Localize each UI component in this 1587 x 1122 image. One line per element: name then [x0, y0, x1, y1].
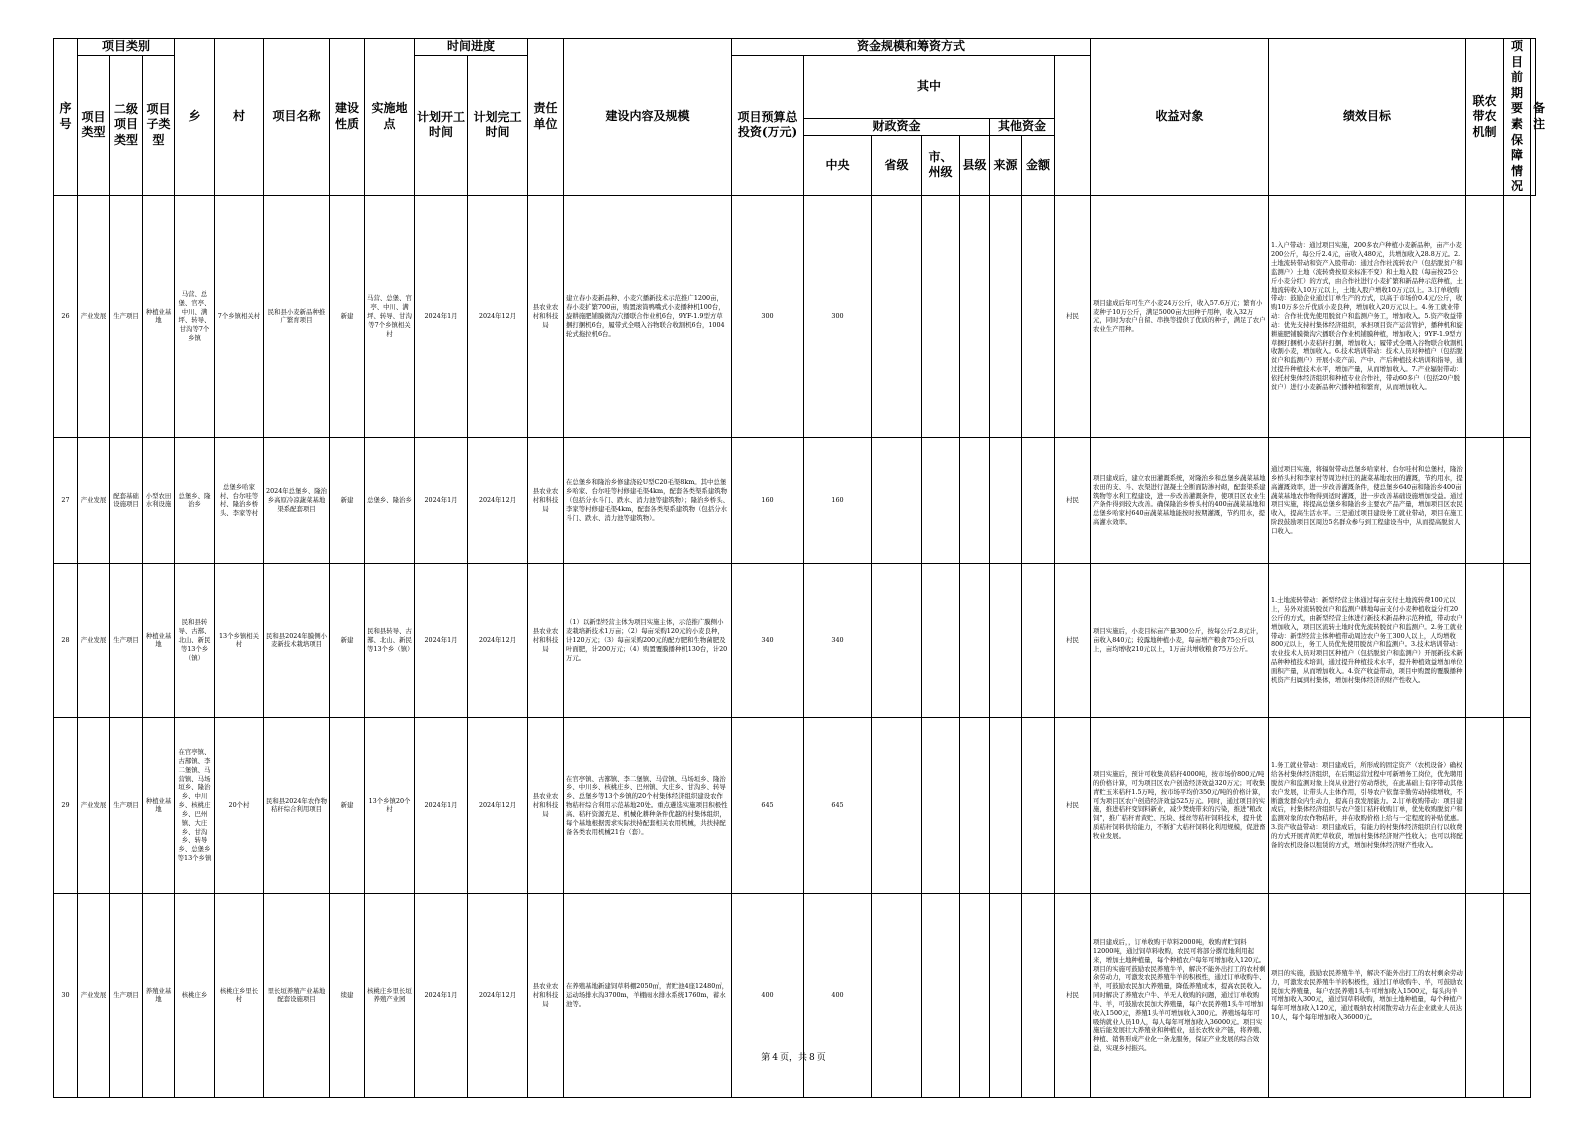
cell-sub: 种植业基地: [143, 717, 175, 893]
table-row: [54, 195, 1536, 437]
cell-sub: 小型农田水利设施: [143, 437, 175, 563]
header-sub-type: 项目子类型: [143, 55, 175, 195]
table-row: [54, 437, 1536, 563]
header-of-which: 其中: [804, 55, 1055, 119]
cell-location: 总堡乡、隆治乡: [365, 437, 415, 563]
cell-start: 2024年1月: [415, 437, 468, 563]
cell-nature: 新建: [330, 437, 365, 563]
cell-amount: [1022, 563, 1055, 717]
total-pages: 8: [809, 1053, 815, 1063]
cell-start: 2024年1月: [415, 563, 468, 717]
cell-central: 300: [804, 195, 872, 437]
cell-type: 产业发展: [78, 195, 110, 437]
cell-total: 300: [732, 195, 804, 437]
cell-content: 建立春小麦新品种、小麦穴播新技术示范推广1200亩，春小麦扩繁700亩，购置滚筒鸭嘴式小麦播种机100台，旋耕施肥铺膜微沟穴播联合作业机6台，9YF-1.9型方草捆打捆机6台，履带式全喂入谷物联合收割机6台，1004轮式拖拉机6台。: [564, 195, 732, 437]
cell-end: 2024年12月: [468, 893, 528, 1097]
table-header: [54, 39, 1546, 196]
table-row: [54, 563, 1536, 717]
cell-unit: 县农业农村和科技局: [528, 563, 564, 717]
cell-county: [960, 437, 990, 563]
cell-location: 马营、总堡、官亭、中川、满坪、转导、甘沟等7个乡镇相关村: [365, 195, 415, 437]
cell-content: 在养殖基地新建饲草料棚2050㎡，青贮池4座12480㎡，运动场排水沟3700m，羊棚雨水排水系统1760m，蓄水池等。: [564, 893, 732, 1097]
cell-source: [990, 717, 1022, 893]
header-county: 县级: [960, 135, 990, 195]
header-total-invest: 项目预算总投资(万元): [732, 55, 804, 195]
cell-performance: 项目建成后年可生产小麦24万公斤，收入57.6万元；繁育小麦种子10万公斤，满足5000亩大田种子用种，收入32万元，同时为农户自留、串换等提供了优质的种子，满足了农户农业生产用种。: [1091, 195, 1269, 437]
header-linkage: 联农带农机制: [1466, 39, 1504, 196]
cell-sub: 种植业基地: [143, 195, 175, 437]
cell-unit: 县农业农村和科技局: [528, 195, 564, 437]
header-seq: 序号: [54, 39, 78, 196]
cell-provincial: [872, 437, 922, 563]
cell-prelim: [1466, 195, 1504, 437]
cell-township: 总堡乡、隆治乡: [175, 437, 215, 563]
cell-source: [990, 437, 1022, 563]
cell-village: 13个乡镇相关村: [215, 563, 264, 717]
cell-county: [960, 195, 990, 437]
header-project-type: 项目类型: [78, 55, 110, 195]
header-provincial: 省级: [872, 135, 922, 195]
table-row: [54, 717, 1536, 893]
cell-start: 2024年1月: [415, 893, 468, 1097]
cell-village: 核桃庄乡里长村: [215, 893, 264, 1097]
cell-performance: 项目建成后，建立农田灌溉系统，对隆治乡和总堡乡蔬菜基地农田的支、斗、农渠进行混凝土全断面防渗衬砌，配套渠系建筑物等水利工程建设，进一步改善灌溉条件，使项目区农业生产条件得到较大改善。确保隆治乡桥头村的400亩蔬菜基地和总堡乡哈家村640亩蔬菜基地能按时按期灌溉，节约用水，提高灌水效率。: [1091, 437, 1269, 563]
cell-level2: 生产项目: [110, 195, 143, 437]
cell-central: 340: [804, 563, 872, 717]
cell-nature: 新建: [330, 195, 365, 437]
cell-remark: [1504, 563, 1531, 717]
cell-performance: 项目实施后，小麦目标亩产量300公斤，按每公斤2.8元计，亩收入840元；较露地种植小麦，每亩增产粮食75公斤以上，亩均增收210元以上，1万亩共增收粮食75万公斤。: [1091, 563, 1269, 717]
cell-performance: 项目建成后，，订单收购干草料2000吨，收购青贮饲料12000吨，通过饲草料收购，农民可将部分撂荒地利用起来，增加土地种植量，每个种植农户每年可增加收入120元。项目的实施可鼓励农民养殖牛羊，解决不能外出打工的农村剩余劳动力，可激发农民养殖牛羊的积极性，通过订单收购牛、羊，可鼓励农民加大养殖量，降低养殖成本，提高农民收入。同时解决了养殖农户牛、羊无人收购的问题，通过订单收购牛、羊，可鼓励农民加大养殖量，每户农民养殖1头牛可增加收入1500元，养殖1头羊可增加收入300元。养殖场每年可吸纳就业人员10人，每人每年可增加收入36000元。项目实施后能发展壮大养殖业和种植业，延长农牧业产链，将养殖、种植、销售形成产业化一条龙服务，保证产业发展的综合效益，实现乡村振兴。: [1091, 893, 1269, 1097]
cell-name: 民和县2024年农作物秸秆综合利用项目: [264, 717, 330, 893]
cell-county: [960, 563, 990, 717]
cell-amount: [1022, 195, 1055, 437]
cell-beneficiary: 村民: [1055, 893, 1091, 1097]
cell-level2: 生产项目: [110, 893, 143, 1097]
cell-type: 产业发展: [78, 893, 110, 1097]
cell-nature: 新建: [330, 563, 365, 717]
header-location: 实施地点: [365, 39, 415, 196]
cell-seq: 26: [54, 195, 78, 437]
cell-source: [990, 563, 1022, 717]
cell-level2: 配套基础设施项目: [110, 437, 143, 563]
cell-central: 400: [804, 893, 872, 1097]
project-table: [53, 38, 1546, 1098]
header-central: 中央: [804, 135, 872, 195]
header-beneficiary: 收益对象: [1091, 39, 1269, 196]
cell-sub: 养殖业基地: [143, 893, 175, 1097]
cell-remark: [1504, 893, 1531, 1097]
cell-name: 民和县小麦新品种推广繁育项目: [264, 195, 330, 437]
header-category-group: 项目类别: [78, 39, 175, 56]
cell-prelim: [1466, 563, 1504, 717]
cell-county: [960, 893, 990, 1097]
cell-municipal: [922, 893, 960, 1097]
header-plan-start: 计划开工时间: [415, 55, 468, 195]
header-prelim: 项目前期要素保障情况: [1504, 39, 1531, 196]
cell-nature: 新建: [330, 717, 365, 893]
header-level2-type: 二级项目类型: [110, 55, 143, 195]
cell-location: 核桃庄乡里长垣养殖产业园: [365, 893, 415, 1097]
cell-village: 7个乡镇相关村: [215, 195, 264, 437]
header-municipal: 市、州级: [922, 135, 960, 195]
cell-type: 产业发展: [78, 563, 110, 717]
cell-source: [990, 195, 1022, 437]
cell-township: 核桃庄乡: [175, 893, 215, 1097]
cell-type: 产业发展: [78, 717, 110, 893]
cell-location: 民和县转导、古鄯、北山、新民等13个乡（镇）: [365, 563, 415, 717]
header-build-nature: 建设性质: [330, 39, 365, 196]
cell-end: 2024年12月: [468, 563, 528, 717]
cell-amount: [1022, 437, 1055, 563]
cell-municipal: [922, 195, 960, 437]
footer-label-3: 页: [816, 1053, 826, 1063]
page-footer: [0, 1050, 1587, 1063]
header-performance: 绩效目标: [1269, 39, 1466, 196]
cell-beneficiary: 村民: [1055, 437, 1091, 563]
footer-label-1: 第: [761, 1053, 771, 1063]
cell-unit: 县农业农村和科技局: [528, 437, 564, 563]
cell-municipal: [922, 437, 960, 563]
cell-name: 2024年总堡乡、隆治乡高原冷凉蔬菜基地渠系配套项目: [264, 437, 330, 563]
cell-end: 2024年12月: [468, 195, 528, 437]
cell-total: 645: [732, 717, 804, 893]
header-other-group: 其他资金: [990, 119, 1055, 136]
cell-prelim: [1466, 893, 1504, 1097]
cell-end: 2024年12月: [468, 437, 528, 563]
cell-village: 总堡乡哈家村、台尔哇等村、隆治乡桥头、李家等村: [215, 437, 264, 563]
header-content: 建设内容及规模: [564, 39, 732, 196]
cell-remark: [1504, 195, 1531, 437]
cell-location: 13个乡镇20个村: [365, 717, 415, 893]
cell-linkage: 1.土地流转带动：新型经营主体通过每亩支付土地流转费100元以上，另外对流转脱贫户和监测户耕地每亩支付小麦种植收益分红20公斤的方式，由新型经营主体进行新技术新品种示范种植，带动农户增加收入，项目区流转土地时优先流转脱贫户和监测户。2.务工就业带动：新型经营主体种植带动周边农户务工300人以上，人均增收800元以上，务工人员优先使用脱贫户和监测户。3.技术培训带动：农业技术人员对项目区种植户（包括脱贫户和监测户）开展新技术新品种种植技术培训，通过提升种植技术水平，提升种植效益增加单位面积产量，从而增加收入。4.资产收益带动，项目中购置的覆膜播种机资产归属到村集体，增加村集体经济的财产性收入。: [1269, 563, 1466, 717]
cell-prelim: [1466, 717, 1504, 893]
cell-prelim: [1466, 437, 1504, 563]
cell-linkage: 1.务工就业带动：项目建成后，所形成的固定资产（农机设备）确权给各村集体经济组织，在后期运营过程中可新增务工岗位，优先聘用脱贫户和监测对象上岗从业进行劳动帮扶，在此基础上有序带动其他农户发展，让带头人主体作用，引导农户依靠辛勤劳动持续增收，不断激发群众内生动力，提高自我发展能力。2.订单收购带动：项目建成后，村集体经济组织与农户签订秸秆收购订单，优先收购脱贫户和监测对象的农作物秸秆，并在收购价格上给与一定程度的补贴优惠。3.资产收益带动：项目建成后，有能力的村集体经济组织自行以收费的方式开展青黄贮草收获，增加村集体经济财产性收入；也可以将配备的农机设备以租赁的方式，增加村集体经济财产性收入。: [1269, 717, 1466, 893]
header-responsible: 责任单位: [528, 39, 564, 196]
cell-county: [960, 717, 990, 893]
cell-township: 马营、总堡、官亭、中川、满坪、转导、甘沟等7个乡镇: [175, 195, 215, 437]
cell-township: 民和县转导、古鄯、北山、新民等13个乡（镇）: [175, 563, 215, 717]
cell-level2: 生产项目: [110, 717, 143, 893]
header-township: 乡: [175, 39, 215, 196]
header-plan-end: 计划完工时间: [468, 55, 528, 195]
cell-name: 里长垣养殖产业基地配套设施项目: [264, 893, 330, 1097]
header-source: 来源: [990, 135, 1022, 195]
cell-beneficiary: 村民: [1055, 563, 1091, 717]
cell-total: 160: [732, 437, 804, 563]
cell-provincial: [872, 195, 922, 437]
cell-remark: [1504, 717, 1531, 893]
cell-level2: 生产项目: [110, 563, 143, 717]
cell-linkage: 通过项目实施，将辐射带动总堡乡哈家村、台尔哇村和总堡村，隆治乡桥头村和李家村等周边村庄的蔬菜基地农田的灌溉，节约用水，提高灌溉效率，进一步改善灌溉条件，使总堡乡640亩和隆治乡400亩蔬菜基地农作物得到适时灌溉，进一步改善基础设施增加受益。通过项目实施，将提高总堡乡和隆治乡主要农产品产量，增加项目区农民收入，提高生活水平。三是通过项目建设务工就业带动，项目在施工阶段鼓励项目区周边5名群众参与到工程建设当中，从而提高脱贫人口收入。: [1269, 437, 1466, 563]
table-row: [54, 893, 1536, 1097]
cell-start: 2024年1月: [415, 195, 468, 437]
cell-performance: 项目实施后，预计可收集黄秸秆4000吨，按市场价800元/吨的价格计算，可为项目区农户创造经济效益320万元；可收集青贮玉米秸秆1.5万吨，按市场平均价350元/吨的价格计算，可为项目区农户创造经济效益525万元。同时，通过项目的实施，推进秸秆变饲料新业，减少焚烧带来的污染，推进"粮改饲"，推广秸秆青黄贮、压块、揉丝等秸秆饲料技术，提升优质秸秆饲料供给能力，不断扩大秸秆饲料化利用规模，促进畜牧业发展。: [1091, 717, 1269, 893]
cell-municipal: [922, 563, 960, 717]
cell-township: 在官亭镇、古鄯镇、李二堡镇、马营镇、马场垣乡、隆治乡、中川乡、核桃庄乡、巴州镇、大庄乡、甘沟乡、转导乡、总堡乡等13个乡镇: [175, 717, 215, 893]
cell-provincial: [872, 893, 922, 1097]
cell-seq: 27: [54, 437, 78, 563]
cell-unit: 县农业农村和科技局: [528, 717, 564, 893]
cell-provincial: [872, 563, 922, 717]
header-project-name: 项目名称: [264, 39, 330, 196]
header-fiscal-group: 财政资金: [804, 119, 990, 136]
cell-total: 400: [732, 893, 804, 1097]
cell-content: 在总堡乡和隆治乡修建浇砼U型C20毛渠8km。其中总堡乡哈家、台尔哇等村修建毛渠4km，配套各类渠系建筑物（包括分水斗门、跌水、消力池等建筑物）；隆治乡桥头、李家等村修建毛渠4km，配套各类渠系建筑物（包括分水斗门、跌水、消力池等建筑物）。: [564, 437, 732, 563]
cell-start: 2024年1月: [415, 717, 468, 893]
cell-central: 160: [804, 437, 872, 563]
cell-provincial: [872, 717, 922, 893]
cell-total: 340: [732, 563, 804, 717]
cell-seq: 28: [54, 563, 78, 717]
header-village: 村: [215, 39, 264, 196]
cell-remark: [1504, 437, 1531, 563]
cell-amount: [1022, 893, 1055, 1097]
cell-beneficiary: 村民: [1055, 195, 1091, 437]
footer-label-2: 页，共: [779, 1053, 807, 1063]
cell-beneficiary: 村民: [1055, 717, 1091, 893]
header-amount: 金额: [1022, 135, 1055, 195]
cell-linkage: 1.入户带动：通过项目实施，200多农户种植小麦新品种，亩产小麦200公斤，每公斤2.4元，亩收入480元，共增加收入28.8万元。2.土地流转带动和资产入股带动：通过合作社流转农户（包括脱贫户和监测户）土地（流转费按原来标准不变）和土地入股（每亩按25公斤小麦分红）的方式，由合作社进行小麦扩繁和新品种示范种植，土地流转收入10万元以上，土地入股户增收10万元以上。3.订单收购带动：鼓励企业通过订单生产的方式，以高于市场价0.4元/公斤，收购10万多公斤优质小麦良种，增加收入20万元以上。4.务工就业带动：合作社优先使用脱贫户和监测户务工，增加收入。5.资产收益带动：优先支持村集体经济组织，承担项目资产运营管护，播种机和旋耕施肥铺膜微沟穴播联合作业机铺膜种植，增加收入；9YF-1.9型方草捆打捆机小麦秸秆打捆，增加收入；履带式全喂入谷物联合收割机收割小麦，增加收入。6.技术培训带动：技术人员对种植户（包括脱贫户和监测户）开展小麦产前、产中、产后种植技术培训和指导，通过提升种植技术水平，增加产量，从而增加收入。7.产业辐射带动：依托村集体经济组织和种植专业合作社，带动60多户（包括20户脱贫户）进行小麦新品种穴播种植和繁育，从而增加收入。: [1269, 195, 1466, 437]
cell-nature: 续建: [330, 893, 365, 1097]
cell-municipal: [922, 717, 960, 893]
cell-seq: 30: [54, 893, 78, 1097]
header-funding-group: 资金规模和筹资方式: [732, 39, 1091, 56]
cell-amount: [1022, 717, 1055, 893]
cell-village: 20个村: [215, 717, 264, 893]
page-number: 4: [772, 1053, 778, 1063]
cell-end: 2024年12月: [468, 717, 528, 893]
cell-name: 民和县2024年膜侧小麦新技术栽培项目: [264, 563, 330, 717]
cell-seq: 29: [54, 717, 78, 893]
cell-content: 在官亭镇、古鄯镇、李二堡镇、马营镇、马场垣乡、隆治乡、中川乡、核桃庄乡、巴州镇、大庄乡、甘沟乡、转导乡、总堡乡等13个乡镇的20个村集体经济组织建设农作物秸秆综合利用示范基地20处。重点遴选实施项目积极性高、秸秆资源充足、机械化耕种条件优越的村集体组织，每个基地根据需求实际扶持配套相关农用机械，共扶持配备各类农用机械21台（套）。: [564, 717, 732, 893]
cell-type: 产业发展: [78, 437, 110, 563]
cell-content: （1）以新型经营主体为项目实施主体，示范推广膜侧小麦栽培新技术1万亩；（2）每亩采购120元的小麦良种，计120万元；（3）每亩采购200元的配方肥和生物菌肥及叶面肥，计200万元；（4）购置覆膜播种机130台，计20万元。: [564, 563, 732, 717]
cell-sub: 种植业基地: [143, 563, 175, 717]
cell-unit: 县农业农村和科技局: [528, 893, 564, 1097]
header-remarks: 备注: [1531, 39, 1536, 196]
cell-central: 645: [804, 717, 872, 893]
table-body: [54, 195, 1536, 1097]
cell-linkage: 项目的实施，鼓励农民养殖牛羊，解决不能外出打工的农村剩余劳动力，可激发农民养殖牛羊的积极性，通过订单收购牛、羊，可鼓励农民加大养殖量，每户农民养殖1头牛可增加收入1500元，每头肉羊可增加收入300元，通过饲草料收购，增加土地种植量，每个种植户每年可增加收入120元，通过吸纳农村闲散劳动力在企业就业人员达10人，每个每年增加收入36000元。: [1269, 893, 1466, 1097]
header-schedule-group: 时间进度: [415, 39, 528, 56]
cell-source: [990, 893, 1022, 1097]
